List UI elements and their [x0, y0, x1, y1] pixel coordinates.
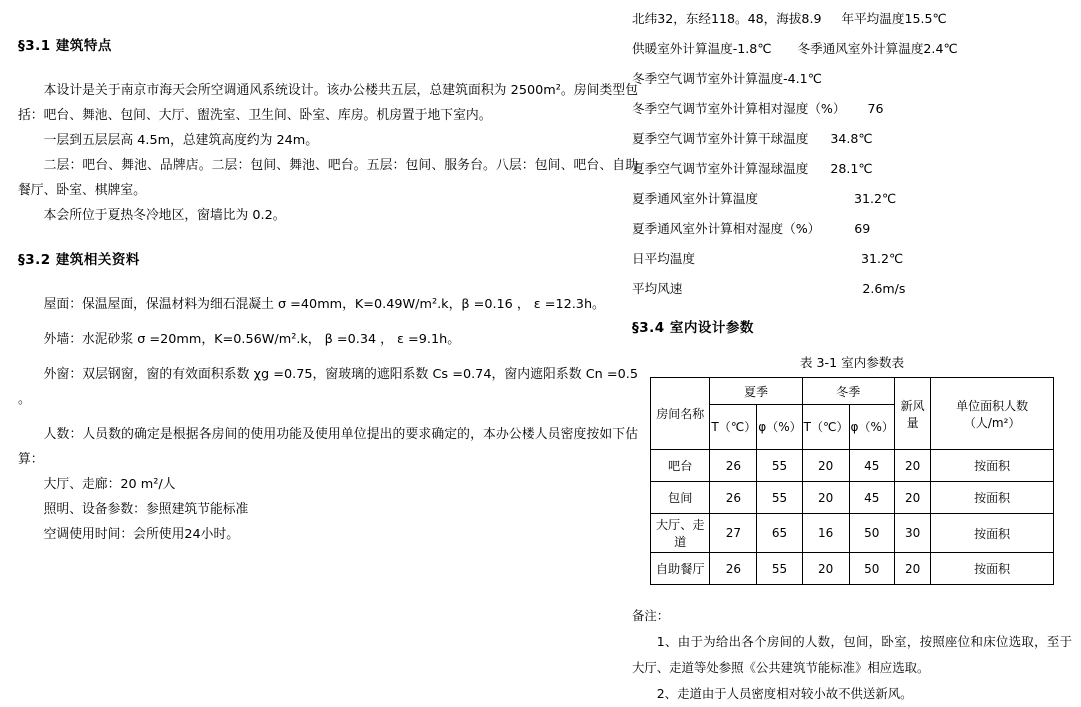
climate-param-row [632, 124, 1072, 154]
cell-density: 按面积 [931, 450, 1054, 482]
section-indoor-design-params [632, 316, 1072, 707]
climate-param-name: 夏季通风室外计算温度 [632, 191, 758, 206]
indoor-parameters-table [650, 377, 1054, 585]
climate-param-value: 冬季通风室外计算温度2.4℃ [797, 41, 958, 56]
cell-summer-rh: 55 [757, 450, 802, 482]
climate-param-name: 平均风速 [632, 281, 683, 296]
climate-param-name: 供暖室外计算温度-1.8℃ [632, 41, 772, 56]
climate-param-name: 日平均温度 [632, 251, 695, 266]
table-row [651, 553, 1054, 585]
cell-summer-t: 26 [710, 450, 757, 482]
paragraph-3-2-wall: 外墙：水泥砂浆 σ =20mm，K=0.56W/m².k， β =0.34 ， ε =9.1h。 [43, 332, 461, 347]
table-row [651, 450, 1054, 482]
climate-param-name: 冬季空气调节室外计算相对湿度（%） [632, 101, 846, 116]
cell-fresh-air: 30 [894, 514, 930, 553]
climate-param-value: 69 [854, 221, 871, 236]
climate-param-row [632, 34, 1072, 64]
header-summer: 夏季 [710, 378, 802, 405]
cell-room-name: 大厅、走道 [651, 514, 710, 553]
climate-param-name: 夏季空气调节室外计算干球温度 [632, 131, 809, 146]
subheader-winter-t: T（℃） [802, 405, 849, 450]
cell-summer-t: 27 [710, 514, 757, 553]
subheader-winter-rh: φ（%） [849, 405, 894, 450]
paragraph-3-2-hours: 空调使用时间：会所使用24小时。 [43, 527, 240, 542]
cell-winter-rh: 50 [849, 514, 894, 553]
climate-param-row [632, 214, 1072, 244]
left-column [18, 34, 638, 547]
cell-winter-t: 16 [802, 514, 849, 553]
section-heading-3-4: §3.4 室内设计参数 [632, 320, 754, 336]
subheader-summer-t: T（℃） [710, 405, 757, 450]
section-building-data [18, 248, 638, 547]
climate-parameter-list [632, 4, 1072, 304]
climate-param-value: 31.2℃ [853, 191, 897, 206]
table-header-row-group [651, 378, 1054, 405]
cell-fresh-air: 20 [894, 482, 930, 514]
paragraph-3-2-people: 人数：人员数的确定是根据各房间的使用功能及使用单位提出的要求确定的，本办公楼人员密度按如下估算： [18, 427, 638, 467]
paragraph-3-1-3: 二层：吧台、舞池、品牌店。二层：包间、舞池、吧台。五层：包间、服务台。八层：包间、吧台、自助餐厅、卧室、棋牌室。 [18, 158, 638, 198]
climate-param-name: 夏季空气调节室外计算湿球温度 [632, 161, 809, 176]
cell-summer-rh: 55 [757, 482, 802, 514]
paragraph-3-1-4: 本会所位于夏热冬冷地区，窗墙比为 0.2。 [43, 208, 286, 223]
cell-winter-t: 20 [802, 553, 849, 585]
climate-param-value: 2.6m/s [862, 281, 906, 296]
cell-room-name: 吧台 [651, 450, 710, 482]
header-person-density: 单位面积人数（人/m²） [931, 378, 1054, 450]
header-room-name: 房间名称 [651, 378, 710, 450]
cell-summer-rh: 65 [757, 514, 802, 553]
paragraph-3-2-window: 外窗：双层钢窗，窗的有效面积系数 χg =0.75，窗玻璃的遮阳系数 Cs =0.74，窗内遮阳系数 Cn =0.5 。 [18, 367, 638, 407]
header-winter: 冬季 [802, 378, 894, 405]
climate-param-value: 年平均温度15.5℃ [841, 11, 947, 26]
climate-param-name: 冬季空气调节室外计算温度-4.1℃ [632, 71, 822, 86]
header-fresh-air: 新风量 [894, 378, 930, 450]
table-row [651, 514, 1054, 553]
paragraph-3-1-1: 本设计是关于南京市海天会所空调通风系统设计。该办公楼共五层，总建筑面积为 2500m²。房间类型包括：吧台、舞池、包间、大厅、盥洗室、卫生间、卧室、库房。机房置于地下室内。 [18, 83, 638, 123]
paragraph-3-2-hall: 大厅、走廊：20 m²/人 [43, 477, 176, 492]
cell-winter-rh: 50 [849, 553, 894, 585]
table-caption: 表 3-1 室内参数表 [799, 355, 905, 370]
table-row [651, 482, 1054, 514]
cell-fresh-air: 20 [894, 450, 930, 482]
climate-param-name: 北纬32，东经118。48，海拔8.9 [632, 11, 822, 26]
climate-param-value: 31.2℃ [860, 251, 904, 266]
climate-param-row [632, 94, 1072, 124]
climate-param-row [632, 4, 1072, 34]
climate-param-row [632, 154, 1072, 184]
notes-title: 备注： [632, 608, 670, 623]
right-column [632, 4, 1072, 707]
climate-param-value: 34.8℃ [830, 131, 873, 146]
climate-param-value: 28.1℃ [830, 161, 873, 176]
paragraph-3-1-2: 一层到五层层高 4.5m，总建筑高度约为 24m。 [43, 133, 319, 148]
paragraph-3-2-lighting: 照明、设备参数：参照建筑节能标准 [43, 502, 249, 517]
climate-param-row [632, 184, 1072, 214]
climate-param-row [632, 244, 1072, 274]
cell-room-name: 包间 [651, 482, 710, 514]
cell-density: 按面积 [931, 553, 1054, 585]
cell-density: 按面积 [931, 482, 1054, 514]
cell-winter-rh: 45 [849, 450, 894, 482]
section-heading-3-1: §3.1 建筑特点 [18, 38, 112, 54]
section-building-features [18, 34, 638, 228]
table-notes [632, 603, 1072, 707]
climate-param-value: 76 [867, 101, 884, 116]
climate-param-name: 夏季通风室外计算相对湿度（%） [632, 221, 821, 236]
paragraph-3-2-roof: 屋面：保温屋面，保温材料为细石混凝土 σ =40mm，K=0.49W/m².k，β =0.16 ， ε =12.3h。 [43, 297, 605, 312]
cell-winter-rh: 45 [849, 482, 894, 514]
cell-summer-rh: 55 [757, 553, 802, 585]
subheader-summer-rh: φ（%） [757, 405, 802, 450]
cell-room-name: 自助餐厅 [651, 553, 710, 585]
cell-fresh-air: 20 [894, 553, 930, 585]
section-heading-3-2: §3.2 建筑相关资料 [18, 252, 140, 268]
cell-summer-t: 26 [710, 482, 757, 514]
note-item: 2、走道由于人员密度相对较小故不供送新风。 [656, 686, 913, 701]
climate-param-row [632, 64, 1072, 94]
note-item: 1、由于为给出各个房间的人数，包间，卧室，按照座位和床位选取，至于大厅、走道等处参照《公共建筑节能标准》相应选取。 [632, 634, 1072, 675]
cell-winter-t: 20 [802, 450, 849, 482]
climate-param-row [632, 274, 1072, 304]
cell-summer-t: 26 [710, 553, 757, 585]
cell-density: 按面积 [931, 514, 1054, 553]
cell-winter-t: 20 [802, 482, 849, 514]
